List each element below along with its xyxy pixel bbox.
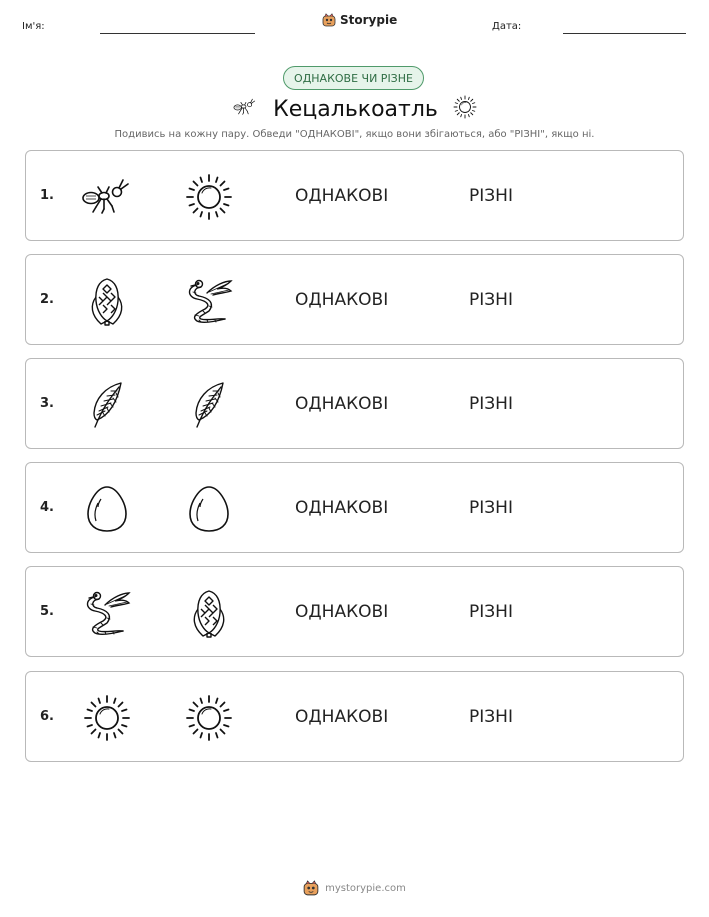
- instructions: Подивись на кожну пару. Обведи "ОДНАКОВІ", якщо вони збігаються, або "РІЗНІ", якщо ні.: [114, 129, 595, 140]
- footer: [0, 880, 709, 896]
- footer-url[interactable]: mystorypie.com: [325, 882, 406, 894]
- exercise-row-2: [25, 254, 684, 345]
- feather-icon: [183, 379, 235, 431]
- date-label: Дата:: [492, 21, 522, 32]
- same-option[interactable]: ОДНАКОВІ: [295, 601, 389, 622]
- exercise-row-4: [25, 462, 684, 553]
- exercise-row-3: [25, 358, 684, 449]
- title-ant-icon: [231, 95, 259, 123]
- row-number: 2.: [40, 292, 54, 307]
- different-option[interactable]: РІЗНІ: [469, 185, 513, 206]
- corn-icon: [81, 275, 133, 327]
- row-number: 6.: [40, 709, 54, 724]
- different-option[interactable]: РІЗНІ: [469, 706, 513, 727]
- serpent-icon: [183, 275, 235, 327]
- brand-name: Storypie: [340, 13, 398, 27]
- different-option[interactable]: РІЗНІ: [469, 601, 513, 622]
- serpent-icon: [81, 587, 133, 639]
- exercise-row-1: [25, 150, 684, 241]
- row-number: 5.: [40, 604, 54, 619]
- same-option[interactable]: ОДНАКОВІ: [295, 706, 389, 727]
- same-option[interactable]: ОДНАКОВІ: [295, 497, 389, 518]
- corn-icon: [183, 587, 235, 639]
- feather-icon: [81, 379, 133, 431]
- same-option[interactable]: ОДНАКОВІ: [295, 289, 389, 310]
- row-number: 1.: [40, 188, 54, 203]
- title-row: [0, 94, 709, 124]
- egg-icon: [183, 483, 235, 535]
- page-title: Кецалькоатль: [273, 96, 438, 122]
- storypie-mascot-icon: [303, 880, 319, 896]
- row-number: 4.: [40, 500, 54, 515]
- exercise-row-5: [25, 566, 684, 657]
- sun-icon: [183, 692, 235, 744]
- date-line[interactable]: [563, 33, 686, 34]
- exercise-row-6: [25, 671, 684, 762]
- different-option[interactable]: РІЗНІ: [469, 289, 513, 310]
- title-sun-icon: [452, 94, 478, 124]
- same-option[interactable]: ОДНАКОВІ: [295, 185, 389, 206]
- sun-icon: [183, 171, 235, 223]
- ant-icon: [81, 171, 133, 223]
- egg-icon: [81, 483, 133, 535]
- different-option[interactable]: РІЗНІ: [469, 497, 513, 518]
- different-option[interactable]: РІЗНІ: [469, 393, 513, 414]
- brand-logo: [322, 13, 397, 27]
- sun-icon: [81, 692, 133, 744]
- row-number: 3.: [40, 396, 54, 411]
- same-option[interactable]: ОДНАКОВІ: [295, 393, 389, 414]
- worksheet-tag: ОДНАКОВЕ ЧИ РІЗНЕ: [283, 66, 424, 90]
- storypie-mascot-icon: [322, 13, 336, 27]
- name-label: Ім'я:: [22, 21, 45, 32]
- name-line[interactable]: [100, 33, 255, 34]
